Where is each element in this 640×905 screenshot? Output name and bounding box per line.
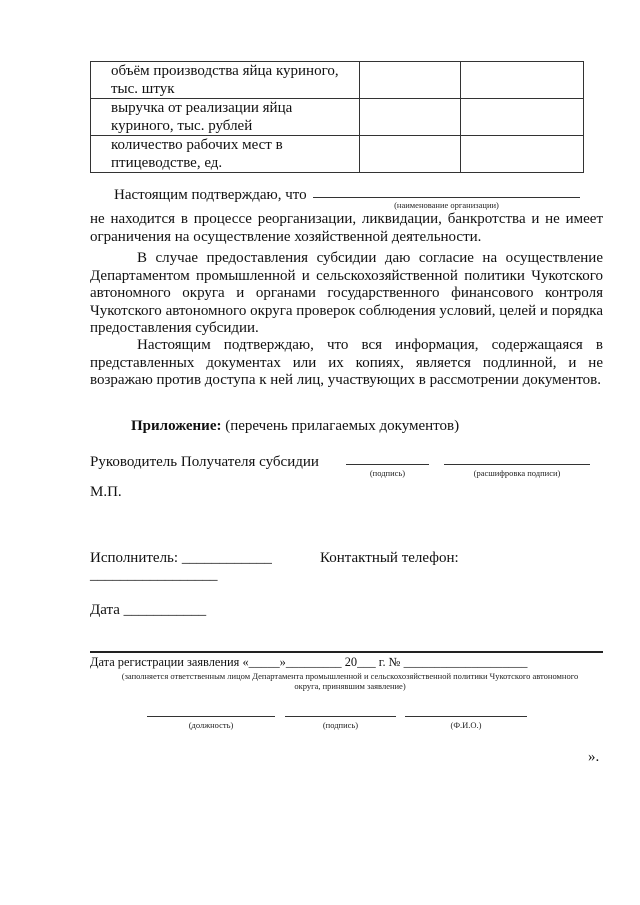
table-cell-value bbox=[461, 62, 584, 99]
signature-caption: (подпись) bbox=[369, 468, 406, 478]
head-label: Руководитель Получателя субсидии bbox=[90, 454, 319, 470]
signature-line bbox=[346, 464, 429, 465]
signature-decode-caption: (расшифровка подписи) bbox=[473, 468, 561, 478]
indicators-table bbox=[90, 61, 584, 173]
signature-decode-line bbox=[444, 464, 590, 465]
organization-name-line bbox=[313, 197, 580, 198]
executor-line-continued: _________________ bbox=[90, 567, 218, 583]
registration-text: Дата регистрации заявления «_____»_________ 20___ г. № ____________________ bbox=[90, 655, 528, 669]
table-row bbox=[91, 99, 584, 136]
confirm-lead: Настоящим подтверждаю, что bbox=[114, 187, 307, 203]
date-field: Дата ___________ bbox=[90, 602, 207, 618]
organization-caption: (наименование организации) bbox=[394, 200, 499, 210]
registrar-signature-line bbox=[285, 716, 396, 717]
appendix bbox=[131, 417, 459, 435]
confirm2-text: Настоящим подтверждаю, что вся информация, содержащаяся в представленных документах или их копиях, является подлинной, и не возражаю против доступа к ней лиц, участвующих в рассмотрении документов. bbox=[90, 337, 603, 388]
position-caption: (должность) bbox=[188, 720, 234, 730]
registrar-signature-caption: (подпись) bbox=[322, 720, 359, 730]
registration-divider bbox=[90, 651, 603, 653]
table-cell-label: количество рабочих мест в птицеводстве, ед. bbox=[91, 136, 360, 173]
table-cell-value bbox=[360, 62, 461, 99]
table-cell-value bbox=[461, 136, 584, 173]
table-row bbox=[91, 136, 584, 173]
registration-note: (заполняется ответственным лицом Департамента промышленной и сельскохозяйственной политики Чукотского автономного округа, принявшим заявление) bbox=[121, 671, 579, 691]
consent-text: В случае предоставления субсидии даю согласие на осуществление Департаментом промышленной и сельскохозяйственной политики Чукотского автономного округа и органами государственного финансового контроля Чукотского автономного округа проверок соблюдения условий, целей и порядка предоставления субсидии. bbox=[90, 250, 603, 336]
position-line bbox=[147, 716, 275, 717]
table-row bbox=[91, 62, 584, 99]
fio-caption: (Ф.И.О.) bbox=[450, 720, 482, 730]
appendix-label: Приложение: bbox=[131, 418, 222, 434]
confirm-text: не находится в процессе реорганизации, ликвидации, банкротства и не имеет ограничения на осуществление хозяйственной деятельности. bbox=[90, 211, 603, 245]
table-cell-label: объём производства яйца куриного, тыс. штук bbox=[91, 62, 360, 99]
closing-quote: ». bbox=[588, 749, 600, 765]
executor-field: Исполнитель: ____________ bbox=[90, 550, 272, 566]
table-cell-label: выручка от реализации яйца куриного, тыс. рублей bbox=[91, 99, 360, 136]
appendix-text: (перечень прилагаемых документов) bbox=[221, 418, 460, 434]
table-cell-value bbox=[461, 99, 584, 136]
stamp-label: М.П. bbox=[90, 484, 122, 500]
table-cell-value bbox=[360, 99, 461, 136]
fio-line bbox=[405, 716, 527, 717]
phone-label: Контактный телефон: bbox=[320, 550, 459, 566]
table-cell-value bbox=[360, 136, 461, 173]
